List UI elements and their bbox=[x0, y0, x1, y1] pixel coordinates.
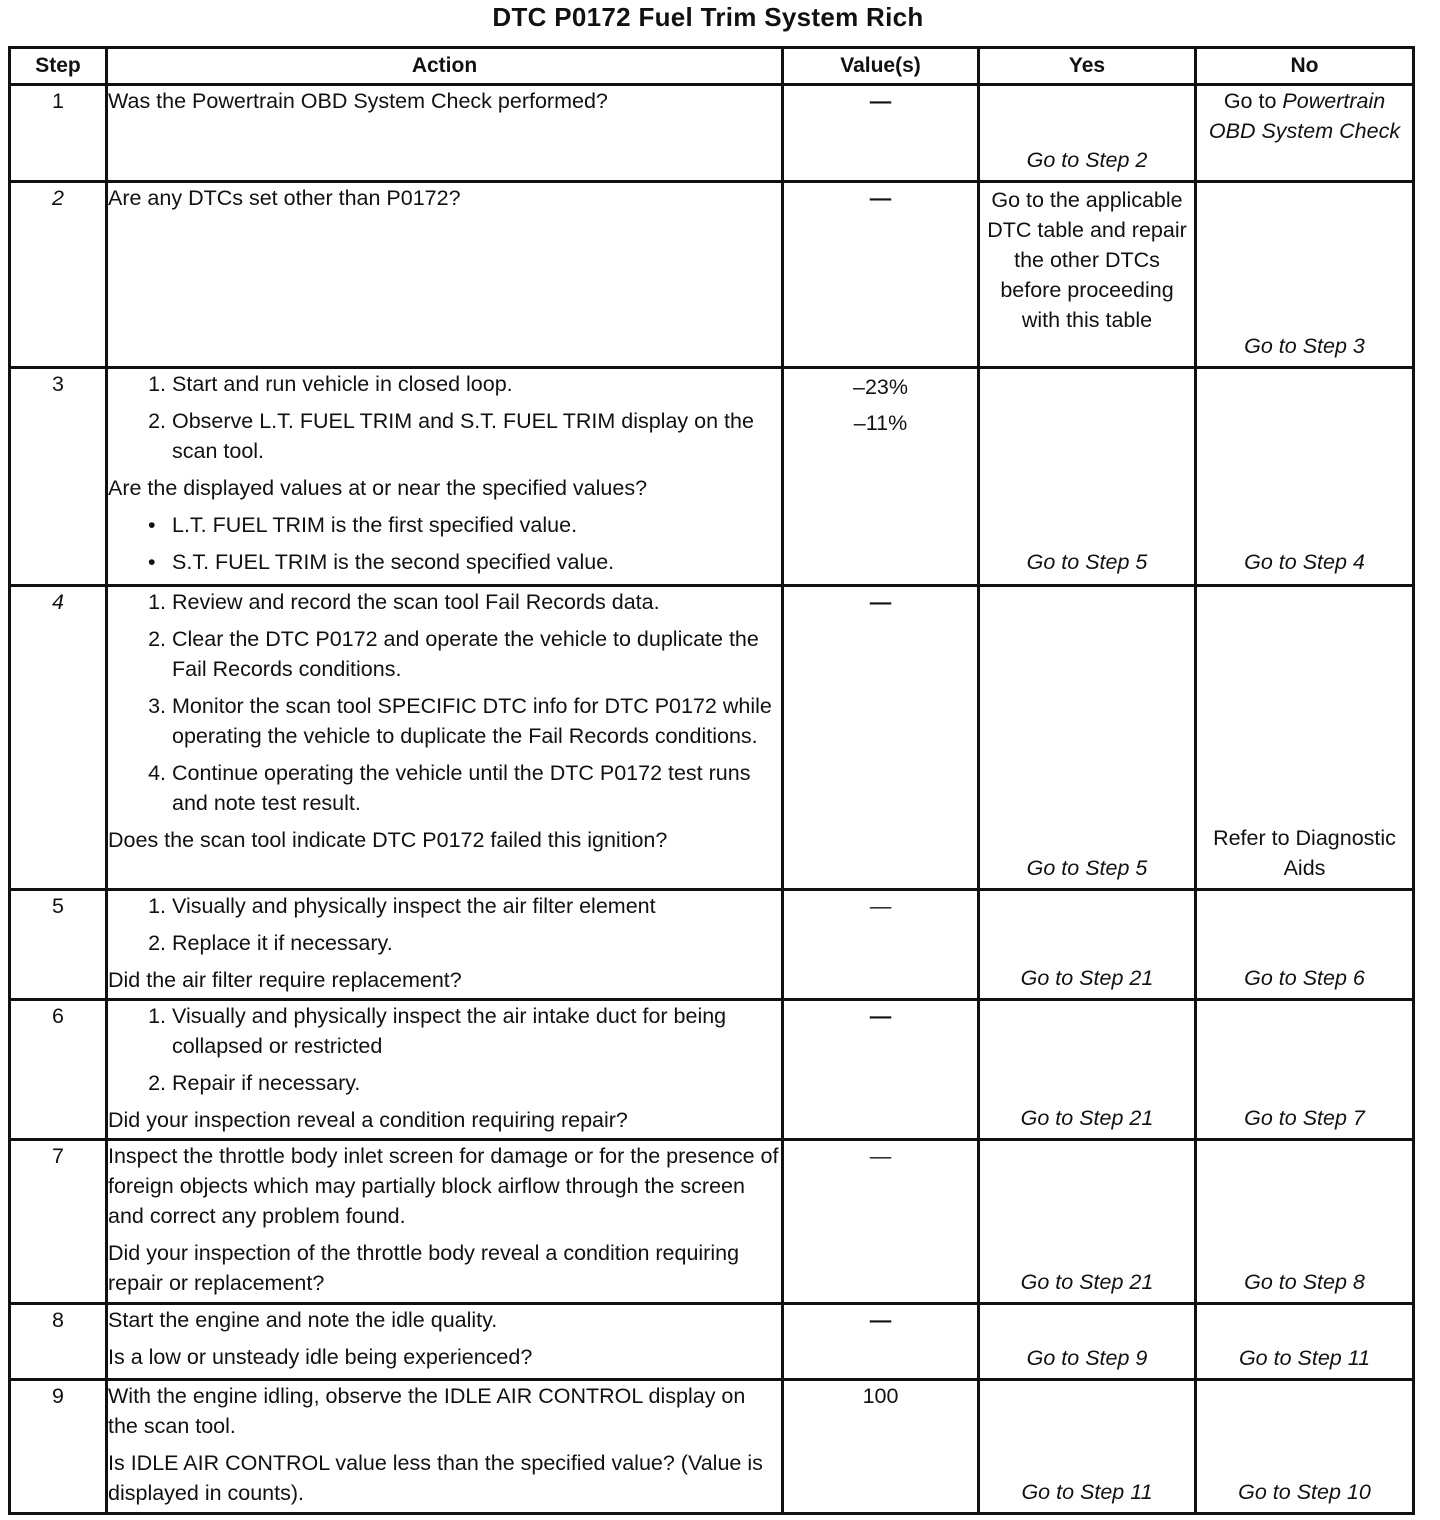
list-item: 2. Clear the DTC P0172 and operate the vehicle to duplicate the Fail Records conditions. bbox=[172, 624, 781, 684]
value-cell: — bbox=[783, 890, 979, 1000]
header-values: Value(s) bbox=[783, 48, 979, 85]
list-item: 2. Repair if necessary. bbox=[172, 1068, 781, 1098]
no-link[interactable]: Go to Step 11 bbox=[1238, 1346, 1371, 1370]
step-number: 4 bbox=[10, 586, 107, 890]
yes-cell bbox=[979, 1000, 1196, 1140]
no-cell bbox=[1196, 890, 1414, 1000]
list-item: 1. Start and run vehicle in closed loop. bbox=[172, 369, 781, 399]
numbered-steps bbox=[108, 891, 781, 958]
yes-link[interactable]: Go to Step 21 bbox=[1020, 1270, 1154, 1294]
yes-link[interactable]: Go to Step 9 bbox=[1026, 1346, 1148, 1370]
action-cell bbox=[107, 586, 783, 890]
page-title: DTC P0172 Fuel Trim System Rich bbox=[492, 2, 924, 32]
table-row bbox=[10, 368, 1414, 586]
no-link[interactable]: Go to Step 4 bbox=[1244, 550, 1365, 574]
question-text: Is IDLE AIR CONTROL value less than the specified value? (Value is displayed in counts). bbox=[108, 1451, 763, 1505]
numbered-steps bbox=[108, 1001, 781, 1098]
action-text: Start the engine and note the idle quality. bbox=[108, 1308, 498, 1332]
no-cell bbox=[1196, 182, 1414, 368]
value-cell: — bbox=[783, 182, 979, 368]
yes-cell bbox=[979, 1140, 1196, 1304]
value-lt-fuel-trim: –23% bbox=[853, 375, 908, 399]
numbered-steps bbox=[108, 369, 781, 466]
value-cell: — bbox=[783, 1140, 979, 1304]
yes-link[interactable]: Go to the applicable DTC table and repair the other DTCs before proceeding with this table bbox=[987, 188, 1187, 332]
yes-link[interactable]: Go to Step 21 bbox=[1020, 1106, 1154, 1130]
no-cell bbox=[1196, 368, 1414, 586]
no-link[interactable]: Refer to Diagnostic Aids bbox=[1213, 826, 1396, 880]
list-item: 2. Replace it if necessary. bbox=[172, 928, 781, 958]
action-cell bbox=[107, 85, 783, 182]
table-row bbox=[10, 1000, 1414, 1140]
value-cell: — bbox=[783, 85, 979, 182]
list-item: • S.T. FUEL TRIM is the second specified value. bbox=[172, 547, 781, 577]
value-cell: — bbox=[783, 1000, 979, 1140]
step-number: 2 bbox=[10, 182, 107, 368]
no-link[interactable]: Go to Step 6 bbox=[1244, 966, 1365, 990]
action-text: Are any DTCs set other than P0172? bbox=[108, 186, 461, 210]
no-cell bbox=[1196, 1140, 1414, 1304]
no-cell bbox=[1196, 1304, 1414, 1380]
action-cell bbox=[107, 1304, 783, 1380]
action-text: With the engine idling, observe the IDLE AIR CONTROL display on the scan tool. bbox=[108, 1384, 746, 1438]
step-number: 9 bbox=[10, 1380, 107, 1514]
table-header-row bbox=[10, 48, 1414, 85]
no-prefix: Go to bbox=[1223, 89, 1277, 113]
step-number: 6 bbox=[10, 1000, 107, 1140]
no-link[interactable]: Go to Step 3 bbox=[1244, 334, 1365, 358]
no-link[interactable]: Go to Step 7 bbox=[1244, 1106, 1365, 1130]
yes-cell bbox=[979, 85, 1196, 182]
value-cell bbox=[783, 368, 979, 586]
step-number: 8 bbox=[10, 1304, 107, 1380]
list-item: 1. Visually and physically inspect the air filter element bbox=[172, 891, 781, 921]
yes-cell bbox=[979, 890, 1196, 1000]
yes-cell bbox=[979, 1304, 1196, 1380]
step-number: 5 bbox=[10, 890, 107, 1000]
question-text: Did your inspection reveal a condition requiring repair? bbox=[108, 1108, 628, 1132]
table-row bbox=[10, 1304, 1414, 1380]
list-item: 1. Visually and physically inspect the air intake duct for being collapsed or restricted bbox=[172, 1001, 781, 1061]
list-item: • L.T. FUEL TRIM is the first specified value. bbox=[172, 510, 781, 540]
yes-link[interactable]: Go to Step 11 bbox=[1021, 1480, 1153, 1504]
yes-cell bbox=[979, 368, 1196, 586]
action-text: Was the Powertrain OBD System Check performed? bbox=[108, 89, 608, 113]
no-italic-ref: Powertrain OBD System Check bbox=[1208, 89, 1401, 143]
yes-link[interactable]: Go to Step 21 bbox=[1020, 966, 1154, 990]
question-text: Are the displayed values at or near the specified values? bbox=[108, 476, 648, 500]
list-item: 3. Monitor the scan tool SPECIFIC DTC info for DTC P0172 while operating the vehicle to duplicate the Fail Records conditions. bbox=[172, 691, 781, 751]
yes-link[interactable]: Go to Step 2 bbox=[1026, 148, 1148, 172]
dtc-table bbox=[8, 46, 1415, 1515]
header-step: Step bbox=[10, 48, 107, 85]
table-row bbox=[10, 85, 1414, 182]
question-text: Is a low or unsteady idle being experienced? bbox=[108, 1345, 533, 1369]
value-cell: — bbox=[783, 586, 979, 890]
no-link[interactable]: Go to Step 8 bbox=[1244, 1270, 1365, 1294]
action-cell bbox=[107, 368, 783, 586]
table-row bbox=[10, 182, 1414, 368]
yes-cell bbox=[979, 182, 1196, 368]
step-number: 7 bbox=[10, 1140, 107, 1304]
bullet-list bbox=[108, 510, 781, 577]
yes-cell bbox=[979, 1380, 1196, 1514]
step-number: 3 bbox=[10, 368, 107, 586]
table-row bbox=[10, 586, 1414, 890]
yes-link[interactable]: Go to Step 5 bbox=[1026, 856, 1148, 880]
action-cell bbox=[107, 182, 783, 368]
value-cell: — bbox=[783, 1304, 979, 1380]
numbered-steps bbox=[108, 587, 781, 818]
no-cell bbox=[1196, 85, 1414, 182]
question-text: Did the air filter require replacement? bbox=[108, 968, 462, 992]
question-text: Does the scan tool indicate DTC P0172 failed this ignition? bbox=[108, 828, 668, 852]
no-cell bbox=[1196, 1000, 1414, 1140]
yes-link[interactable]: Go to Step 5 bbox=[1026, 550, 1148, 574]
action-cell bbox=[107, 1380, 783, 1514]
value-cell: 100 bbox=[783, 1380, 979, 1514]
value-st-fuel-trim: –11% bbox=[853, 411, 908, 435]
no-cell bbox=[1196, 586, 1414, 890]
list-item: 2. Observe L.T. FUEL TRIM and S.T. FUEL TRIM display on the scan tool. bbox=[172, 406, 781, 466]
list-item: 4. Continue operating the vehicle until the DTC P0172 test runs and note test result. bbox=[172, 758, 781, 818]
no-cell bbox=[1196, 1380, 1414, 1514]
question-text: Did your inspection of the throttle body reveal a condition requiring repair or replacement? bbox=[108, 1241, 740, 1295]
table-row bbox=[10, 1140, 1414, 1304]
table-row bbox=[10, 890, 1414, 1000]
step-number: 1 bbox=[10, 85, 107, 182]
header-yes: Yes bbox=[979, 48, 1196, 85]
table-row bbox=[10, 1380, 1414, 1514]
action-cell bbox=[107, 1000, 783, 1140]
list-item: 1. Review and record the scan tool Fail Records data. bbox=[172, 587, 781, 617]
yes-cell bbox=[979, 586, 1196, 890]
action-cell bbox=[107, 890, 783, 1000]
header-action: Action bbox=[107, 48, 783, 85]
no-link[interactable]: Go to Step 10 bbox=[1238, 1480, 1371, 1504]
no-link[interactable] bbox=[1197, 86, 1412, 146]
action-text: Inspect the throttle body inlet screen for damage or for the presence of foreign objects which may partially block airflow through the screen and correct any problem found. bbox=[108, 1144, 779, 1228]
header-no: No bbox=[1196, 48, 1414, 85]
action-cell bbox=[107, 1140, 783, 1304]
